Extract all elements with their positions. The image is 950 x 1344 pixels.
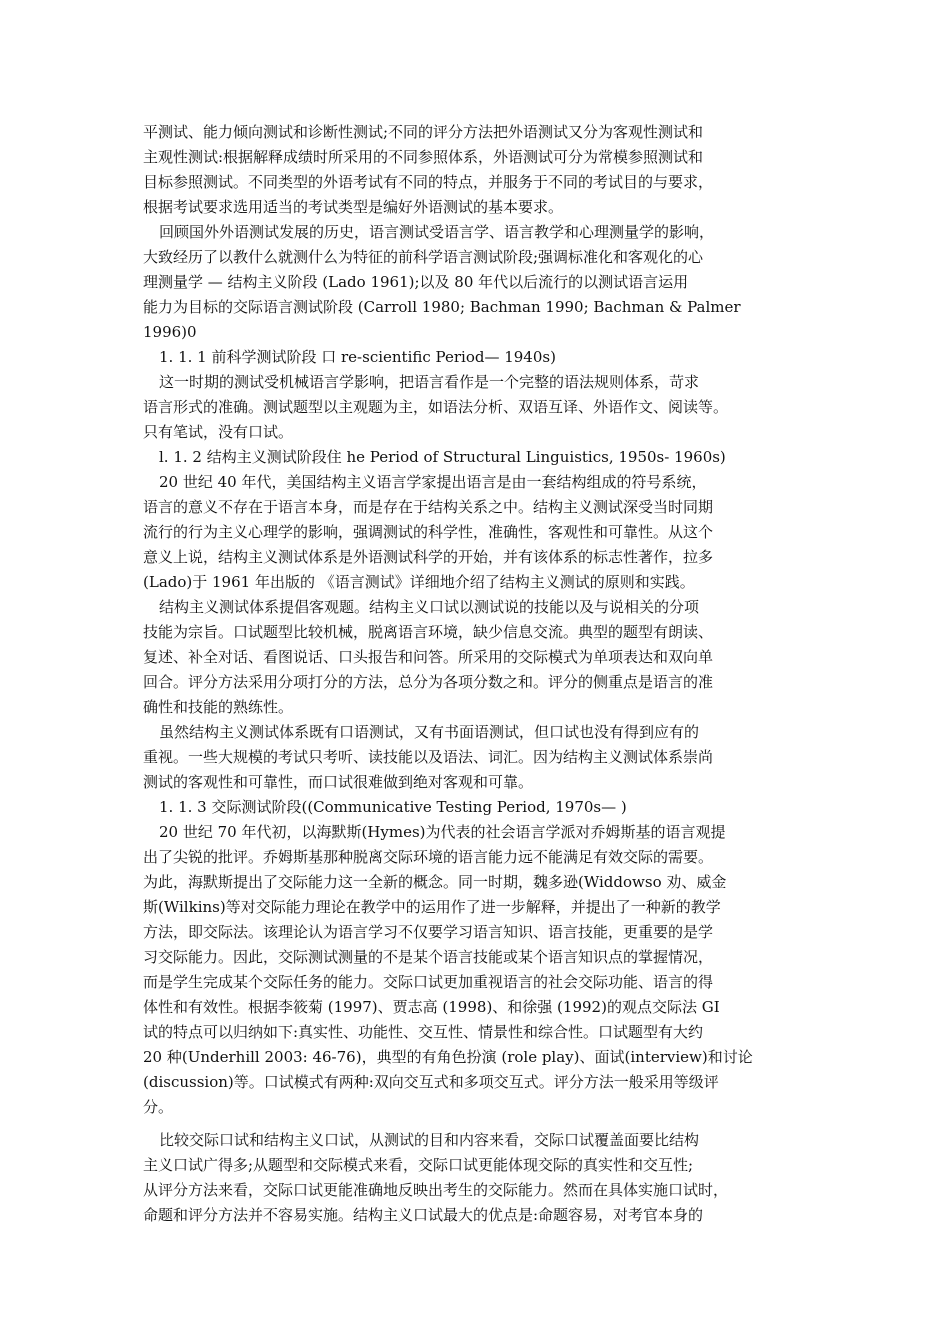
text-line: 结构主义测试体系提倡客观题。结构主义口试以测试说的技能以及与说相关的分项 — [159, 598, 700, 616]
text-line: 1996)0 — [143, 323, 197, 341]
body-text — [143, 120, 823, 1228]
text-line: 目标参照测试。不同类型的外语考试有不同的特点，并服务于不同的考试目的与要求， — [143, 173, 714, 191]
text-line: 20 世纪 70 年代初，以海默斯(Hymes)为代表的社会语言学派对乔姆斯基的语言观提 — [159, 823, 726, 841]
text-line: 主义口试广得多;从题型和交际模式来看，交际口试更能体现交际的真实性和交互性; — [143, 1156, 694, 1174]
text-line: 虽然结构主义测试体系既有口语测试，又有书面语测试，但口试也没有得到应有的 — [159, 723, 700, 741]
text-line: 习交际能力。因此，交际测试测量的不是某个语言技能或某个语言知识点的掌握情况， — [143, 948, 714, 966]
text-line: 分。 — [143, 1098, 174, 1116]
section-heading: 1. 1. 3 交际测试阶段((Communicative Testing Period, 1970s— ) — [159, 798, 627, 816]
text-line: 流行的行为主义心理学的影响，强调测试的科学性，准确性，客观性和可靠性。从这个 — [143, 523, 714, 541]
text-line: 体性和有效性。根据李筱菊 (1997)、贾志高 (1998)、和徐强 (1992)的观点交际法 GI — [143, 998, 720, 1016]
text-line: 语言形式的准确。测试题型以主观题为主，如语法分析、双语互译、外语作文、阅读等。 — [143, 398, 729, 416]
text-line: 回顾国外外语测试发展的历史，语言测试受语言学、语言教学和心理测量学的影响， — [159, 223, 715, 241]
text-line: 意义上说，结构主义测试体系是外语测试科学的开始，并有该体系的标志性著作，拉多 — [143, 548, 714, 566]
text-line: 方法，即交际法。该理论认为语言学习不仅要学习语言知识、语言技能，更重要的是学 — [143, 923, 714, 941]
text-line: 重视。一些大规模的考试只考听、读技能以及语法、词汇。因为结构主义测试体系崇尚 — [143, 748, 714, 766]
text-line: 平测试、能力倾向测试和诊断性测试;不同的评分方法把外语测试又分为客观性测试和 — [143, 123, 704, 141]
text-line: (discussion)等。口试模式有两种:双向交互式和多项交互式。评分方法一般采用等级评 — [143, 1073, 719, 1091]
text-line: 语言的意义不存在于语言本身，而是存在于结构关系之中。结构主义测试深受当时同期 — [143, 498, 714, 516]
text-line: 大致经历了以教什么就测什么为特征的前科学语言测试阶段;强调标准化和客观化的心 — [143, 248, 704, 266]
text-line: 命题和评分方法并不容易实施。结构主义口试最大的优点是:命题容易，对考官本身的 — [143, 1206, 704, 1224]
text-line: 斯(Wilkins)等对交际能力理论在教学中的运用作了进一步解释，并提出了一种新的教学 — [143, 898, 721, 916]
text-line: 主观性测试:根据解释成绩时所采用的不同参照体系，外语测试可分为常模参照测试和 — [143, 148, 704, 166]
text-line: 测试的客观性和可靠性，而口试很难做到绝对客观和可靠。 — [143, 773, 534, 791]
text-line: 只有笔试，没有口试。 — [143, 423, 294, 441]
text-line: (Lado)于 1961 年出版的 《语言测试》详细地介绍了结构主义测试的原则和实践。 — [143, 573, 695, 591]
text-line: 出了尖锐的批评。乔姆斯基那种脱离交际环境的语言能力远不能满足有效交际的需要。 — [143, 848, 714, 866]
text-line: 理测量学 — 结构主义阶段 (Lado 1961);以及 80 年代以后流行的以测试语言运用 — [143, 273, 689, 291]
section-heading: l. 1. 2 结构主义测试阶段住 he Period of Structural Linguistics, 1950s- 1960s) — [159, 448, 726, 466]
text-line: 确性和技能的熟练性。 — [143, 698, 294, 716]
text-line: 20 世纪 40 年代，美国结构主义语言学家提出语言是由一套结构组成的符号系统， — [159, 473, 707, 491]
text-line: 试的特点可以归纳如下:真实性、功能性、交互性、情景性和综合性。口试题型有大约 — [143, 1023, 704, 1041]
text-line: 20 种(Underhill 2003: 46-76)，典型的有角色扮演 (role play)、面试(interview)和讨论 — [143, 1048, 753, 1066]
text-line: 技能为宗旨。口试题型比较机械，脱离语言环境，缺少信息交流。典型的题型有朗读、 — [143, 623, 714, 641]
text-line: 复述、补全对话、看图说话、口头报告和问答。所采用的交际模式为单项表达和双向单 — [143, 648, 714, 666]
section-heading: 1. 1. 1 前科学测试阶段 口 re-scientific Period— 1940s) — [159, 348, 556, 366]
text-line: 这一时期的测试受机械语言学影响，把语言看作是一个完整的语法规则体系，苛求 — [159, 373, 700, 391]
text-line: 回合。评分方法采用分项打分的方法，总分为各项分数之和。评分的侧重点是语言的准 — [143, 673, 714, 691]
text-line: 为此，海默斯提出了交际能力这一全新的概念。同一时期，魏多逊(Widdowso 劝、威金 — [143, 873, 727, 891]
text-line: 从评分方法来看，交际口试更能准确地反映出考生的交际能力。然而在具体实施口试时， — [143, 1181, 729, 1199]
text-line: 比较交际口试和结构主义口试，从测试的目和内容来看，交际口试覆盖面要比结构 — [159, 1131, 700, 1149]
text-line: 而是学生完成某个交际任务的能力。交际口试更加重视语言的社会交际功能、语言的得 — [143, 973, 714, 991]
text-line: 根据考试要求选用适当的考试类型是编好外语测试的基本要求。 — [143, 198, 564, 216]
text-line: 能力为目标的交际语言测试阶段 (Carroll 1980; Bachman 1990; Bachman & Palmer — [143, 298, 741, 316]
